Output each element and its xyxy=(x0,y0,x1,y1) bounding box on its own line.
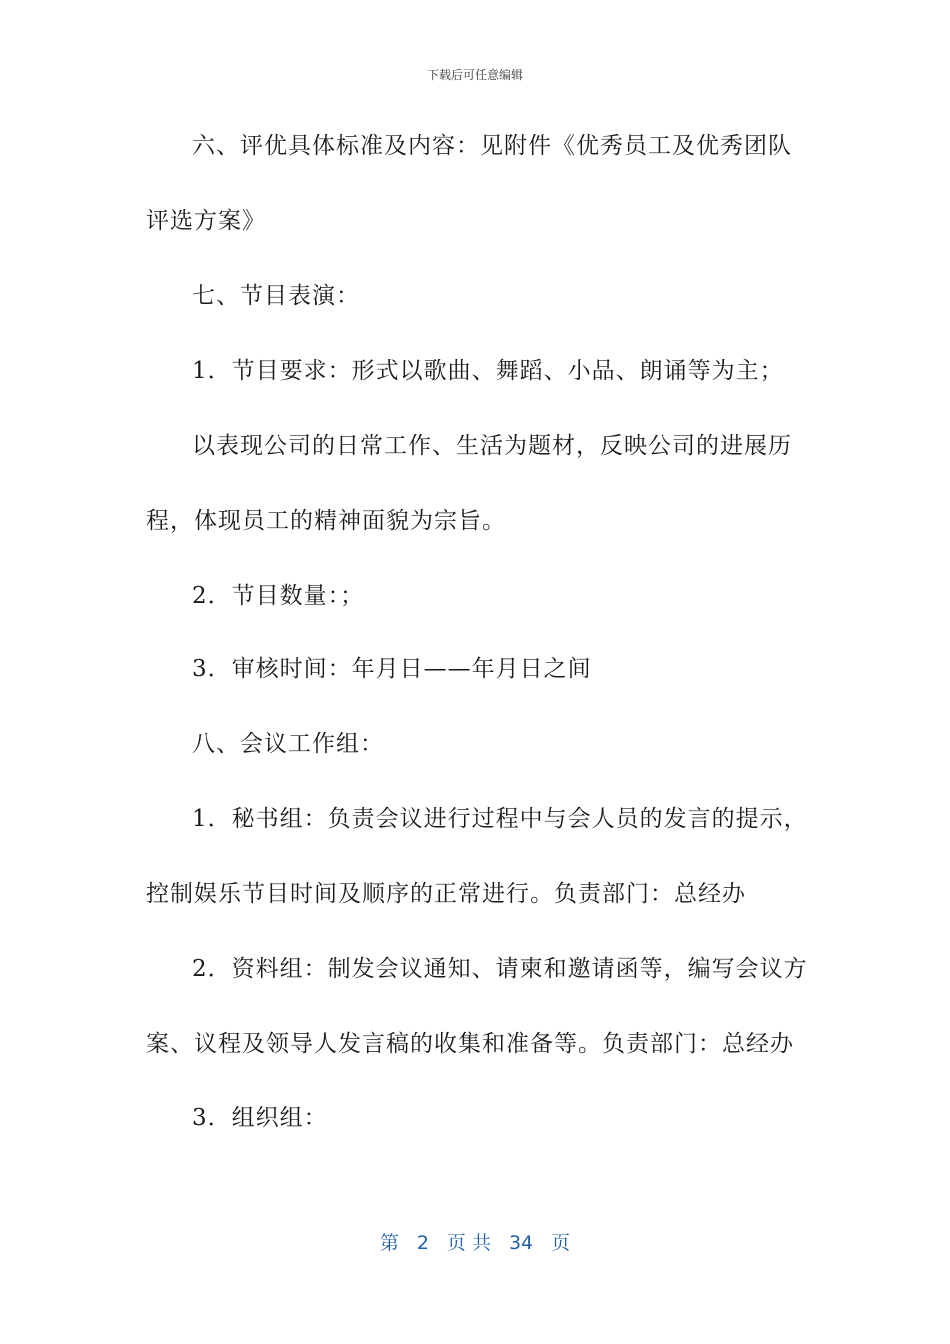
paragraph-line: 七、节目表演： xyxy=(192,283,360,309)
paragraph-line: 控制娱乐节目时间及顺序的正常进行。负责部门：总经办 xyxy=(146,881,746,907)
paragraph-line: 六、评优具体标准及内容：见附件《优秀员工及优秀团队 xyxy=(192,133,792,159)
paragraph-line: 1．节目要求：形式以歌曲、舞蹈、小品、朗诵等为主； xyxy=(192,358,784,384)
paragraph-line: 评选方案》 xyxy=(146,208,266,234)
paragraph-line: 2．节目数量：； xyxy=(192,583,365,609)
current-page-number: 2 xyxy=(416,1232,429,1254)
paragraph-line: 以表现公司的日常工作、生活为题材，反映公司的进展历 xyxy=(192,433,792,459)
page-footer xyxy=(0,1228,950,1255)
paragraph-line: 3．审核时间：年月日——年月日之间 xyxy=(192,656,592,682)
paragraph-line: 2．资料组：制发会议通知、请柬和邀请函等，编写会议方 xyxy=(192,956,808,982)
paragraph-line: 3．组织组： xyxy=(192,1105,328,1131)
footer-prefix: 第 xyxy=(379,1232,399,1254)
paragraph-line: 案、议程及领导人发言稿的收集和准备等。负责部门：总经办 xyxy=(146,1031,794,1057)
footer-suffix: 页 xyxy=(551,1232,571,1254)
total-pages-number: 34 xyxy=(508,1232,534,1254)
header-note: 下载后可任意编辑 xyxy=(426,68,523,82)
paragraph-line: 1．秘书组：负责会议进行过程中与会人员的发言的提示， xyxy=(192,806,808,832)
footer-middle: 页 共 xyxy=(446,1232,491,1254)
paragraph-line: 八、会议工作组： xyxy=(192,731,384,757)
paragraph-line: 程，体现员工的精神面貌为宗旨。 xyxy=(146,508,506,534)
